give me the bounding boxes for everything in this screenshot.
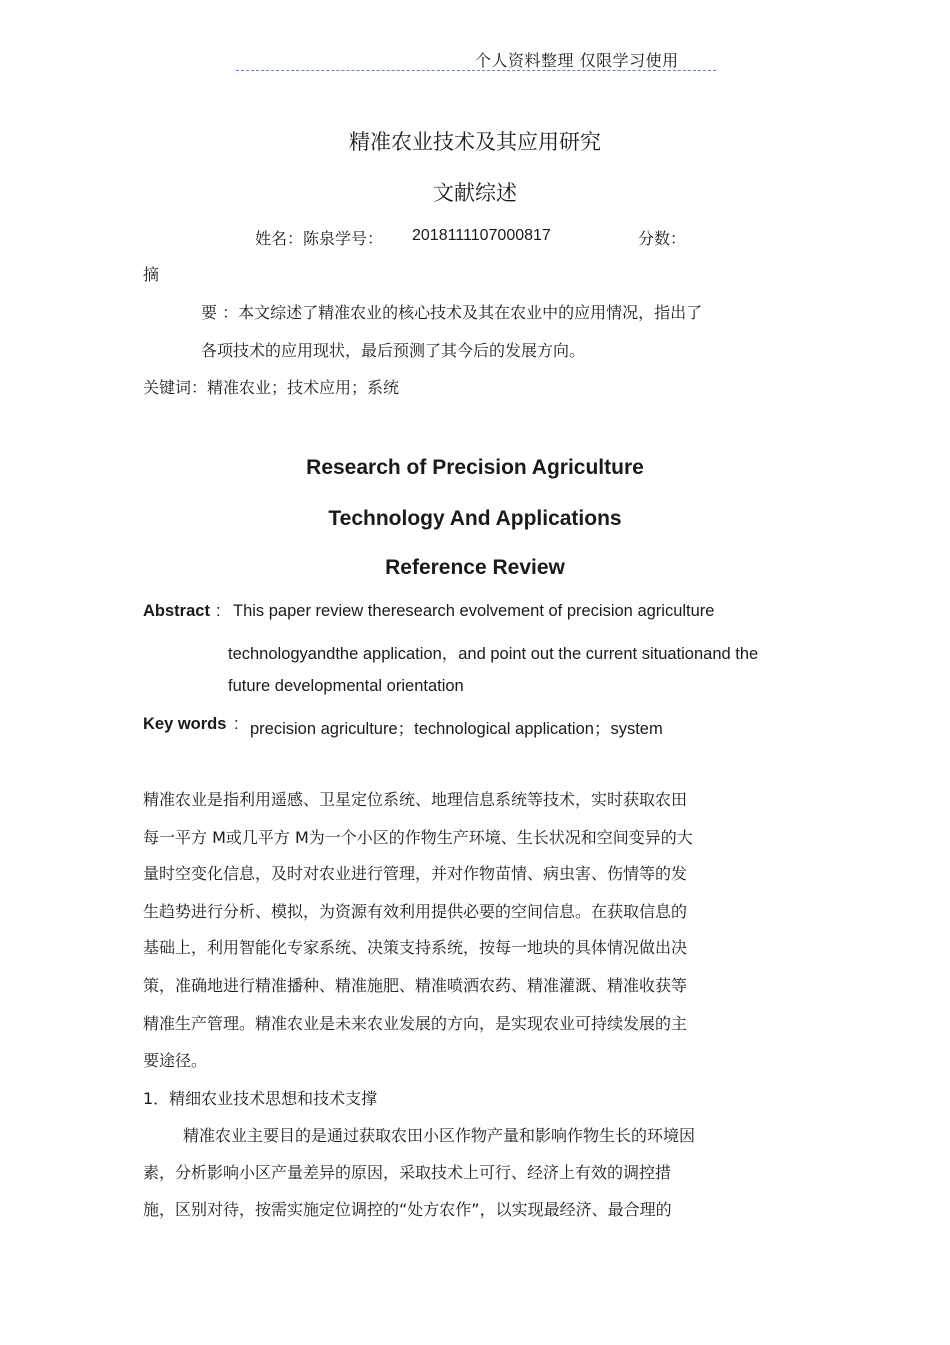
body-line: 素，分析影响小区产量差异的原因，采取技术上可行、经济上有效的调控措 — [143, 1163, 672, 1182]
body-line: 精准农业是指利用遥感、卫星定位系统、地理信息系统等技术，实时获取农田 — [143, 790, 688, 809]
header-note: 个人资料整理 仅限学习使用 — [475, 51, 679, 70]
score-label: 分数： — [638, 229, 687, 248]
title-cn-line1: 精准农业技术及其应用研究 — [349, 130, 601, 154]
title-en-line1: Research of Precision Agriculture — [306, 456, 644, 479]
body-line: 精准生产管理。精准农业是未来农业发展的方向，是实现农业可持续发展的主 — [143, 1014, 688, 1033]
author-name-label: 姓名：陈泉学号： — [255, 229, 384, 248]
keywords-en-label: Key words — [143, 715, 227, 733]
abstract-cn-char: 摘 — [143, 265, 160, 284]
student-id: 2018111107000817 — [412, 227, 551, 244]
body-line: 策，准确地进行精准播种、精准施肥、精准喷洒农药、精准灌溉、精准收获等 — [143, 976, 688, 995]
title-en-line3: Reference Review — [385, 556, 565, 579]
keywords-en-text: precision agriculture；technological application；system — [250, 720, 663, 738]
body-line: 每一平方 M或几平方 M为一个小区的作物生产环境、生长状况和空间变异的大 — [143, 828, 693, 847]
body-line: 基础上，利用智能化专家系统、决策支持系统，按每一地块的具体情况做出决 — [143, 938, 688, 957]
header-divider — [236, 70, 716, 71]
abstract-en-label: Abstract — [143, 602, 210, 620]
section-heading: 1．精细农业技术思想和技术支撑 — [143, 1089, 378, 1108]
body-line: 要途径。 — [143, 1051, 208, 1070]
title-cn-line2: 文献综述 — [433, 181, 517, 205]
body-line: 精准农业主要目的是通过获取农田小区作物产量和影响作物生长的环境因 — [183, 1126, 696, 1145]
abstract-cn-line1: 要 ：本文综述了精准农业的核心技术及其在农业中的应用情况，指出了 — [201, 303, 703, 322]
abstract-en-line1: This paper review theresearch evolvement of precision agriculture — [233, 602, 715, 620]
body-line: 生趋势进行分析、模拟，为资源有效利用提供必要的空间信息。在获取信息的 — [143, 902, 688, 921]
abstract-en-line3: future developmental orientation — [228, 677, 464, 695]
body-line: 量时空变化信息，及时对农业进行管理，并对作物苗情、病虫害、伤情等的发 — [143, 864, 688, 883]
keywords-cn: 关键词：精准农业；技术应用；系统 — [143, 378, 400, 397]
abstract-en-colon: : — [216, 602, 221, 620]
abstract-en-line2: technologyandthe application，and point out the current situationand the — [228, 645, 759, 663]
keywords-en-colon: : — [234, 715, 239, 733]
title-en-line2: Technology And Applications — [328, 507, 622, 530]
abstract-cn-line2: 各项技术的应用现状，最后预测了其今后的发展方向。 — [201, 341, 586, 360]
body-line: 施，区别对待，按需实施定位调控的“处方农作”，以实现最经济、最合理的 — [143, 1200, 672, 1219]
